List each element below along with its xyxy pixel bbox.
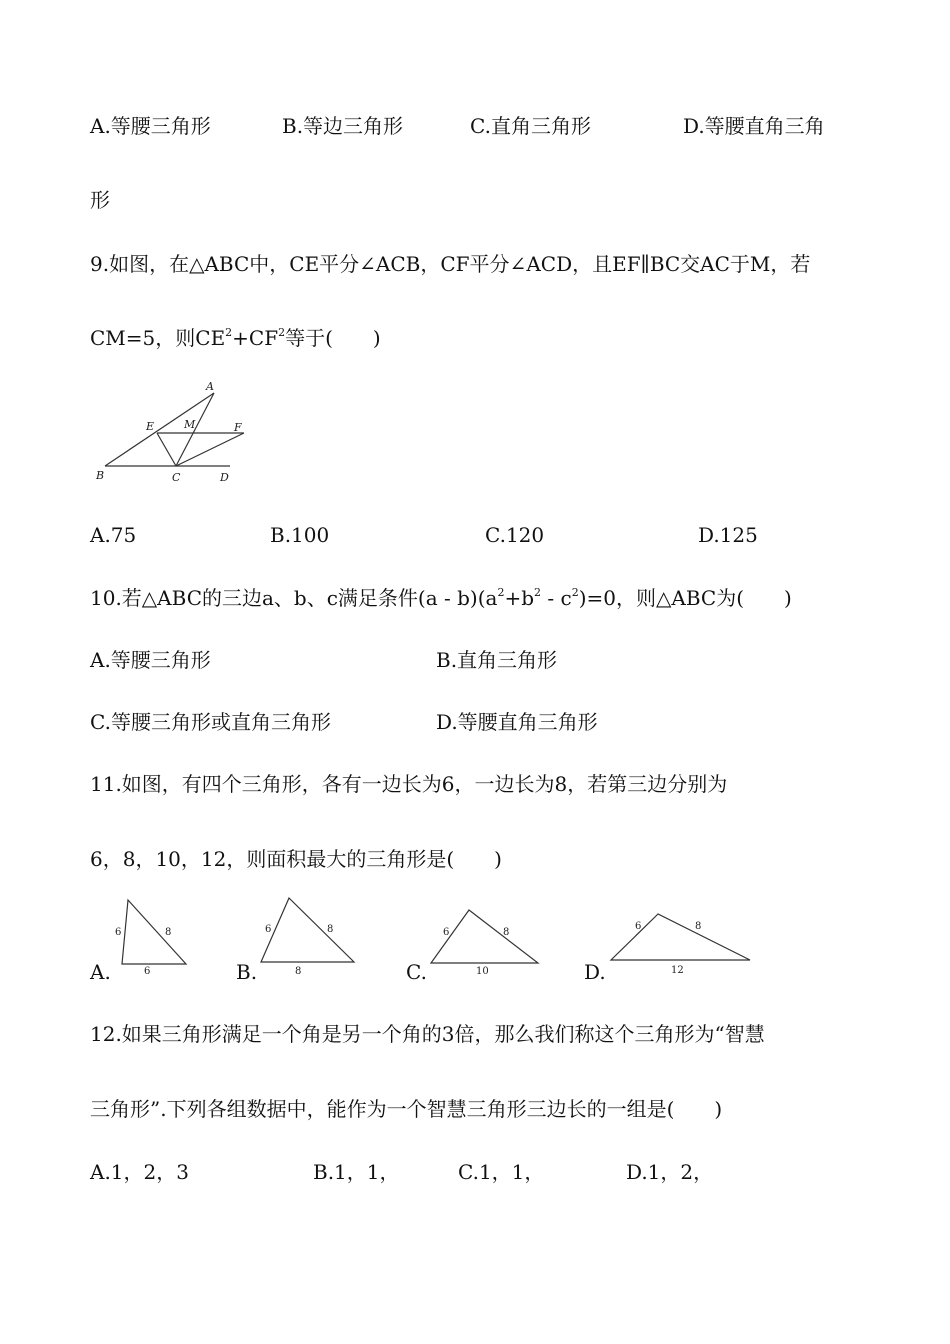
q12-option-d: D.1，2， bbox=[626, 1160, 714, 1184]
q9-label-e: E bbox=[146, 420, 155, 433]
q9-label-d: D bbox=[220, 471, 229, 484]
q11-triangle-a bbox=[110, 890, 190, 980]
q11-stem-line2: 6，8，10，12，则面积最大的三角形是( ) bbox=[90, 847, 502, 871]
q11-option-a: A. bbox=[90, 960, 111, 984]
q8-option-b: B.等边三角形 bbox=[282, 114, 404, 138]
q11-d-side-8: 8 bbox=[695, 921, 702, 932]
q11-option-c: C. bbox=[406, 960, 427, 984]
q11-b-side-8: 8 bbox=[327, 924, 334, 935]
q9-label-f: F bbox=[234, 421, 242, 434]
q12-option-b: B.1，1， bbox=[313, 1160, 400, 1184]
q11-b-side-6: 6 bbox=[265, 924, 272, 935]
q11-a-side-8: 8 bbox=[165, 927, 172, 938]
q11-triangle-d bbox=[605, 905, 755, 975]
q9-option-b: B.100 bbox=[270, 523, 330, 547]
q12-stem-line2: 三角形”.下列各组数据中，能作为一个智慧三角形三边长的一组是( ) bbox=[90, 1097, 723, 1121]
q9-label-c: C bbox=[172, 471, 181, 484]
q9-stem-line2: CM=5，则$CE^2+CF^2$等于( ) bbox=[90, 326, 381, 350]
q10-option-a: A.等腰三角形 bbox=[90, 648, 211, 672]
q11-d-base: 12 bbox=[671, 965, 684, 975]
q12-stem-line1: 12.如果三角形满足一个角是另一个角的3倍，那么我们称这个三角形为“智慧 bbox=[90, 1022, 765, 1046]
q11-b-base: 8 bbox=[295, 966, 302, 977]
q11-triangle-c bbox=[425, 900, 545, 980]
q11-triangle-b bbox=[255, 890, 360, 980]
q8-option-a: A.等腰三角形 bbox=[90, 114, 211, 138]
q11-c-base: 10 bbox=[476, 966, 489, 977]
q10-stem: 10.若△ABC的三边a、b、c满足条件$(a - b)(a^2+b^2 - c^2)=0$，则△ABC为( ) bbox=[90, 586, 792, 610]
q10-option-d: D.等腰直角三角形 bbox=[436, 710, 598, 734]
q9-label-m: M bbox=[184, 418, 196, 431]
q9-label-b: B bbox=[96, 469, 105, 482]
q12-option-a: A.1，2，3 bbox=[90, 1160, 189, 1184]
q9-stem-line1: 9.如图，在△ABC中，CE平分∠ACB，CF平分∠ACD，且EF∥BC交AC于M，若 bbox=[90, 252, 811, 276]
q9-label-a: A bbox=[206, 380, 214, 393]
q11-option-d: D. bbox=[584, 960, 606, 984]
q9-option-a: A.75 bbox=[90, 523, 137, 547]
q11-c-side-6: 6 bbox=[443, 927, 450, 938]
q11-stem-line1: 11.如图，有四个三角形，各有一边长为6，一边长为8，若第三边分别为 bbox=[90, 772, 728, 796]
q10-option-b: B.直角三角形 bbox=[436, 648, 558, 672]
q10-option-c: C.等腰三角形或直角三角形 bbox=[90, 710, 331, 734]
q9-figure bbox=[90, 378, 260, 486]
q11-a-base: 6 bbox=[144, 966, 151, 977]
q8-option-c: C.直角三角形 bbox=[470, 114, 591, 138]
q9-option-c: C.120 bbox=[485, 523, 545, 547]
q9-line-cf bbox=[176, 433, 244, 466]
q8-option-d: D.等腰直角三角 bbox=[683, 114, 825, 138]
q9-line-ec bbox=[157, 433, 176, 466]
q11-option-b: B. bbox=[236, 960, 258, 984]
q11-d-side-6: 6 bbox=[635, 921, 642, 932]
q8-option-d-wrap: 形 bbox=[90, 188, 110, 212]
q9-option-d: D.125 bbox=[698, 523, 758, 547]
q12-option-c: C.1，1， bbox=[458, 1160, 545, 1184]
q11-c-side-8: 8 bbox=[503, 927, 510, 938]
q11-a-side-6: 6 bbox=[115, 927, 122, 938]
